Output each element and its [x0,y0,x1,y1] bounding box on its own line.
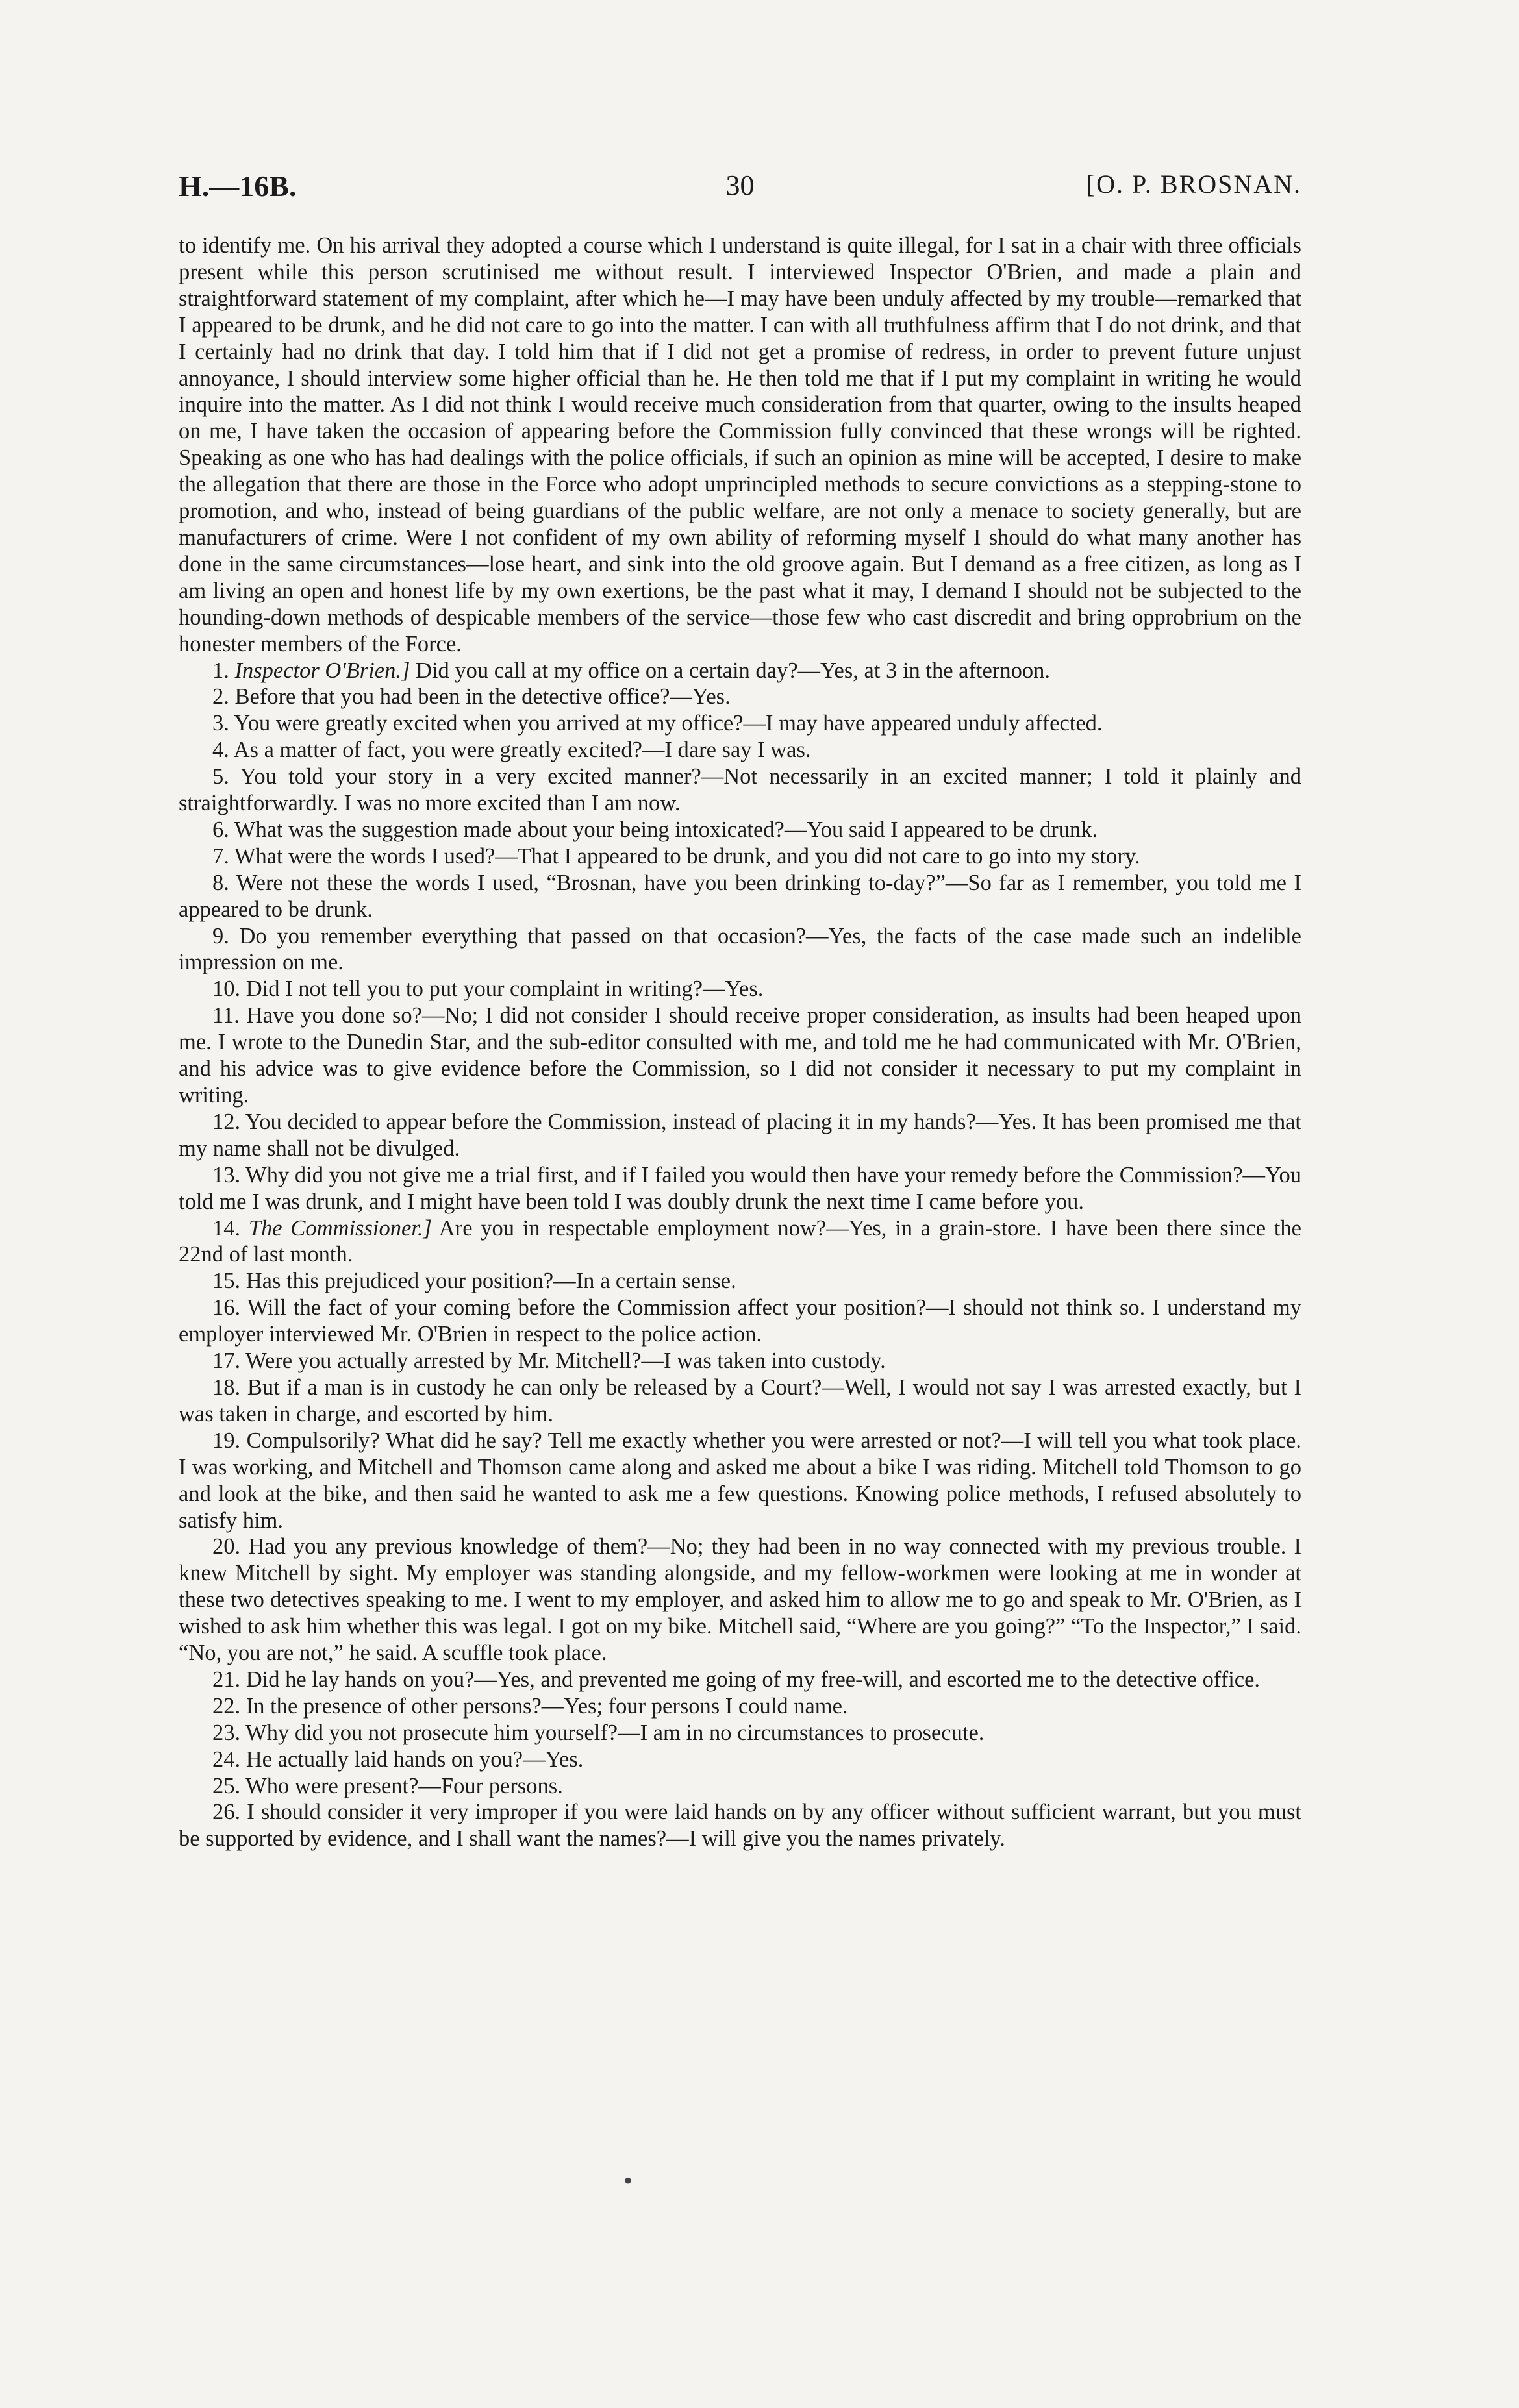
question-text: You were greatly excited when you arrived at my office?—I may have appeared unduly affected. [234,711,1103,736]
question-text: Were you actually arrested by Mr. Mitchell?—I was taken into custody. [245,1348,886,1374]
question-19 [179,1428,1301,1534]
question-text: Will the fact of your coming before the Commission affect your position?—I should not think so. I understand my employer interviewed Mr. O'Brien in respect to the police action. [179,1295,1301,1347]
question-number: 22. [212,1693,241,1719]
question-number: 15. [212,1269,241,1294]
page-header [179,169,1301,208]
question-12 [179,1109,1301,1162]
question-number: 14. [212,1215,241,1241]
page-number: 30 [725,169,755,201]
question-text: But if a man is in custody he can only be released by a Court?—Well, I would not say I was arrested exactly, but I was taken in charge, and escorted by him. [179,1374,1301,1426]
question-26 [179,1799,1301,1852]
question-1 [179,658,1301,684]
question-text: Before that you had been in the detective office?—Yes. [234,684,731,710]
question-text: I should consider it very improper if you were laid hands on by any officer without sufficient warrant, but you must be supported by evidence, and I shall want the names?—I will give you the names privately. [179,1800,1302,1852]
question-text: What were the words I used?—That I appeared to be drunk, and you did not care to go into my story. [234,843,1140,869]
question-13 [179,1162,1301,1215]
ink-dot-mark: • [623,2166,633,2195]
question-number: 21. [212,1667,241,1692]
question-text: Have you done so?—No; I did not consider I should receive proper consideration, as insults had been heaped upon me. I wrote to the Dunedin Star, and the sub-editor consulted with me, and told me he had communicated with Mr. O'Brien, and his advice was to give evidence before the Commission, so I did not consider it necessary to put my complaint in writing. [179,1003,1302,1108]
question-text: Had you any previous knowledge of them?—No; they had been in no way connected with my previous trouble. I knew Mitchell by sight. My employer was standing alongside, and my fellow-workmen were looking at me in wonder at these two detectives speaking to me. I went to my employer, and asked him to allow me to go and speak to Mr. O'Brien, as I wished to ask him whether this was legal. I got on my bike. Mitchell said, “Where are you going?” “To the Inspector,” I said. “No, you are not,” he said. A scuffle took place. [179,1534,1301,1666]
question-number: 5. [212,764,229,789]
question-number: 7. [212,843,229,869]
question-16 [179,1295,1301,1348]
question-9 [179,923,1301,976]
question-number: 2. [212,684,229,710]
question-number: 10. [212,976,241,1002]
question-21 [179,1667,1301,1693]
question-text: What was the suggestion made about your being intoxicated?—You said I appeared to be drunk. [234,817,1098,842]
question-text: Did you call at my office on a certain day?—Yes, at 3 in the afternoon. [410,658,1050,683]
question-text: Has this prejudiced your position?—In a certain sense. [245,1269,736,1294]
question-text: Did he lay hands on you?—Yes, and prevented me going of my free-will, and escorted me to the detective office. [245,1667,1261,1692]
question-3 [179,710,1301,737]
question-6 [179,817,1301,843]
question-11 [179,1002,1301,1109]
question-text: Who were present?—Four persons. [245,1773,563,1798]
question-text: You told your story in a very excited manner?—Not necessarily in an excited manner; I told it plainly and straightforwardly. I was no more excited than I am now. [179,764,1301,816]
question-18 [179,1374,1301,1428]
question-14 [179,1215,1301,1269]
question-text: Do you remember everything that passed on that occasion?—Yes, the facts of the case made such an indelible impression on me. [179,923,1301,975]
question-5 [179,763,1301,817]
question-10 [179,976,1301,1002]
question-text: Are you in respectable employment now?—Yes, in a grain-store. I have been there since the 22nd of last month. [179,1215,1301,1267]
question-number: 17. [212,1348,241,1374]
question-number: 24. [212,1746,241,1772]
question-text: You decided to appear before the Commission, instead of placing it in my hands?—Yes. It has been promised me that my name shall not be divulged. [179,1109,1301,1161]
question-number: 18. [212,1374,241,1400]
testimony-body [179,232,1301,1852]
question-20 [179,1533,1301,1667]
opening-paragraph: to identify me. On his arrival they adopted a course which I understand is quite illegal, for I sat in a chair with three officials present while this person scrutinised me without result. I interviewed Inspector O'Brien, and made a plain and straightforward statement of my complaint, after which he—I may have been unduly affected by my trouble—remarked that I appeared to be drunk, and he did not care to go into the matter. I can with all truthfulness affirm that I do not drink, and that I certainly had no drink that day. I told him that if I did not get a promise of redress, in order to prevent future unjust annoyance, I should interview some higher official than he. He then told me that if I put my complaint in writing he would inquire into the matter. As I did not think I would receive much consideration from that quarter, owing to the insults heaped on me, I have taken the occasion of appearing before the Commission fully convinced that these wrongs will be righted. Speaking as one who has had dealings with the police officials, if such an opinion as mine will be accepted, I desire to make the allegation that there are those in the Force who adopt unprincipled methods to secure convictions as a stepping-stone to promotion, and who, instead of being guardians of the public welfare, are not only a menace to society generally, but are manufacturers of crime. Were I not confident of my own ability of reforming myself I should do what many another has done in the same circumstances—lose heart, and sink into the old groove again. But I demand as a free citizen, as long as I am living an open and honest life by my own exertions, be the past what it may, I demand I should not be subjected to the hounding-down methods of despicable members of the service—those few who cast discredit and bring opprobrium on the honester members of the Force. [179,233,1301,656]
question-17 [179,1348,1301,1374]
question-text: Why did you not give me a trial first, and if I failed you would then have your remedy before the Commission?—You told me I was drunk, and I might have been told I was doubly drunk the next time I came before you. [179,1162,1301,1214]
question-4 [179,737,1301,763]
question-number: 9. [212,923,229,949]
question-number: 16. [212,1295,241,1321]
question-number: 19. [212,1428,241,1453]
question-number: 4. [212,738,229,763]
witness-name: [O. P. BROSNAN. [1086,169,1301,199]
question-23 [179,1720,1301,1746]
question-number: 20. [212,1534,241,1559]
question-24 [179,1746,1301,1773]
question-number: 3. [212,711,229,736]
question-15 [179,1268,1301,1295]
question-text: As a matter of fact, you were greatly excited?—I dare say I was. [233,738,811,763]
speaker-label: Inspector O'Brien.] [234,658,410,683]
question-text: Compulsorily? What did he say? Tell me exactly whether you were arrested or not?—I will tell you what took place. I was working, and Mitchell and Thomson came along and asked me about a bike I was riding. Mitchell told Thomson to go and look at the bike, and then said he wanted to ask me a few questions. Knowing police methods, I refused absolutely to satisfy him. [179,1428,1301,1533]
question-number: 1. [212,658,229,683]
question-text: In the presence of other persons?—Yes; four persons I could name. [245,1693,848,1719]
question-2 [179,684,1301,710]
question-25 [179,1773,1301,1800]
question-number: 6. [212,817,229,842]
question-8 [179,870,1301,923]
question-number: 23. [212,1720,241,1745]
question-text: Did I not tell you to put your complaint in writing?—Yes. [245,976,764,1002]
question-text: Why did you not prosecute him yourself?—I am in no circumstances to prosecute. [245,1720,985,1745]
speaker-label: The Commissioner.] [248,1215,432,1241]
question-text: Were not these the words I used, “Brosnan, have you been drinking to-day?”—So far as I remember, you told me I appeared to be drunk. [179,870,1301,922]
question-number: 11. [212,1003,240,1028]
question-number: 13. [212,1162,241,1187]
question-text: He actually laid hands on you?—Yes. [245,1746,584,1772]
question-number: 8. [212,870,229,895]
question-7 [179,843,1301,870]
question-number: 26. [212,1800,241,1825]
question-number: 12. [212,1109,241,1134]
document-code: H.—16B. [179,169,297,203]
question-22 [179,1693,1301,1720]
question-number: 25. [212,1773,241,1798]
